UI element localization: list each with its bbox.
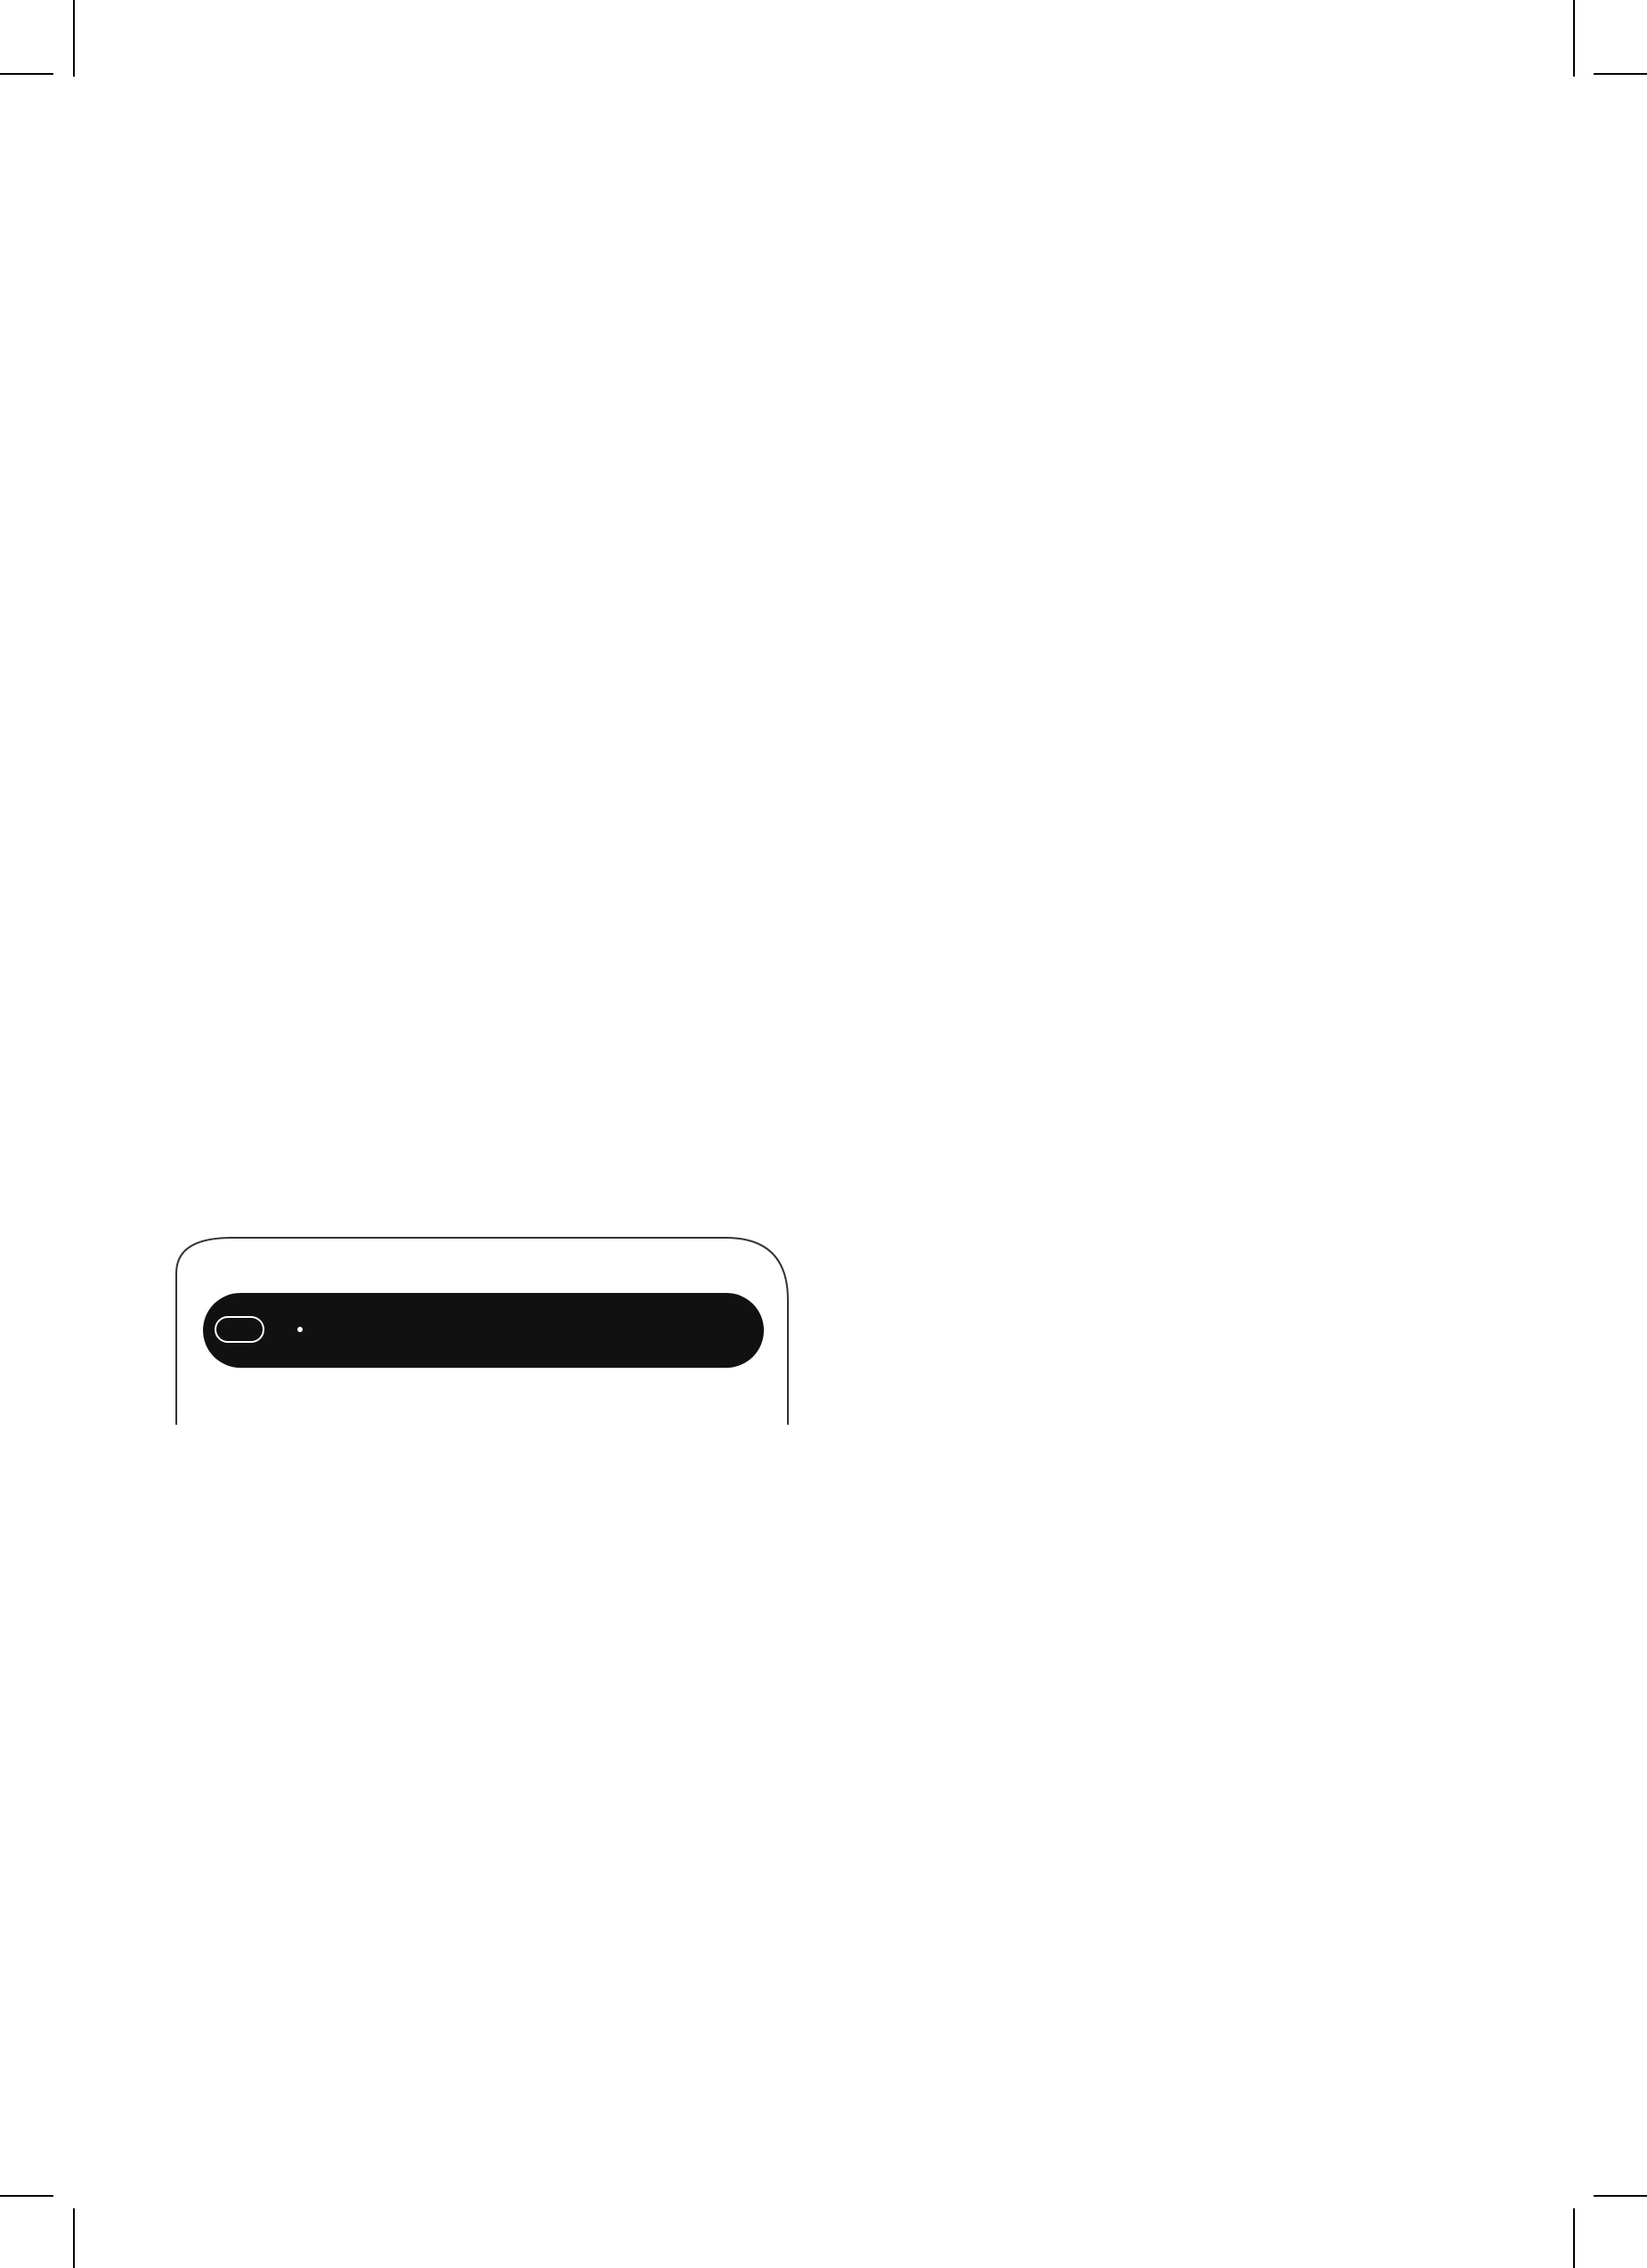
crop-mark bbox=[1573, 2208, 1575, 2268]
timer-button[interactable] bbox=[215, 1317, 264, 1342]
panel-strip bbox=[203, 1293, 764, 1368]
crop-mark bbox=[73, 2208, 75, 2268]
crop-mark bbox=[1594, 73, 1647, 75]
crop-mark bbox=[1573, 0, 1575, 77]
crop-mark bbox=[0, 2195, 53, 2197]
crop-mark bbox=[0, 73, 53, 75]
crop-mark bbox=[1594, 2195, 1647, 2197]
crop-mark bbox=[73, 0, 75, 77]
control-panel-diagram-bpac-07 bbox=[169, 1193, 792, 1460]
